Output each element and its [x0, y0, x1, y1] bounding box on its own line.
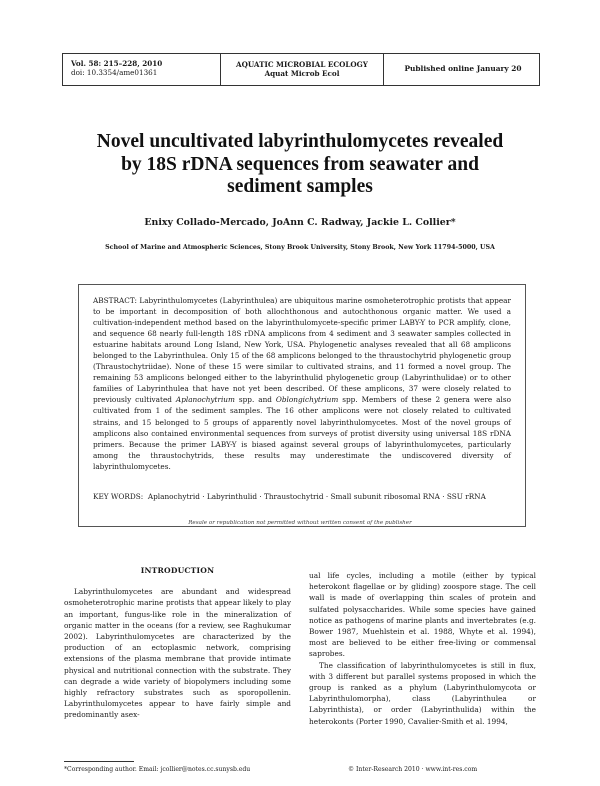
- section-heading: INTRODUCTION: [140, 566, 215, 575]
- left-column: [64, 565, 291, 721]
- article-title: [70, 131, 530, 199]
- abstract-text: Labyrinthulomycetes (Labyrinthulea) are ubiquitous marine osmoheterotrophic protists that appear to be important in decomposition of both allochthonous and autochthonous organic matter. We used a cultivation-independent method based on the labyrinthulomycete-specific primer LABY-Y to PCR amplify, clone, and sequence 68 nearly full-length 18S rDNA amplicons from 4 sediment and 3 seawater samples collected in estuarine habitats around Long Island, New York, USA. Phylogenetic analyses revealed that all 68 amplicons belonged to the Labyrinthulea. Only 15 of the 68 amplicons belonged to the thraustochytrid phylogenetic group (Thraustochytriidae). None of these 15 were similar to cultivated strains, and 11 formed a novel group. The remaining 53 amplicons belonged either to the labyrinthulid phylogenetic group (Labyrinthulidae) or to other families of Labyrinthulea that have not yet been described. Of these amplicons, 37 were closely related to previously cultivated: [93, 296, 511, 405]
- volume-info: [71, 59, 162, 90]
- footnote-rule: [64, 761, 134, 762]
- paragraph: The classification of labyrinthulomycetes is still in flux, with 3 different but parallel systems proposed in which the group is ranked as a phylum (Labyrinthulomycota or Labyrinthulomorpha), class (Labyrinthulea or Labyrinthista), or order (Labyrinthulida) within the heterokonts (Porter 1990, Cavalier-Smith et al. 1994,: [309, 660, 536, 726]
- title-line: sediment samples: [227, 176, 373, 197]
- volume-pages: Vol. 58: 215–228, 2010: [71, 59, 163, 68]
- header-divider: [383, 54, 384, 85]
- keywords-text: Aplanochytrid · Labyrinthulid · Thraustochytrid · Small subunit ribosomal RNA · SSU rRNA: [147, 492, 486, 501]
- abstract-box: [78, 284, 526, 527]
- abstract-label: ABSTRACT:: [93, 296, 137, 305]
- title-line: by 18S rDNA sequences from seawater and: [121, 153, 479, 175]
- published-date: Published online January 20: [404, 64, 522, 73]
- journal-abbrev: Aquat Microb Ecol: [264, 69, 340, 78]
- authors: Enixy Collado-Mercado, JoAnn C. Radway, Jackie L. Collier*: [144, 217, 456, 228]
- title-line: Novel uncultivated labyrinthulomycetes revealed: [96, 131, 504, 152]
- abstract-text: spp. Members of these 2 genera were also cultivated from 1 of the sediment samples. The 16 other amplicons were not closely related to cultivated strains, and 15 belonged to 5 groups of apparently novel labyrinthulomycetes. Most of the novel groups of amplicons also contained environmental sequences from surveys of protist diversity using universal 18S rDNA primers. Because the primer LABY-Y is biased against several groups of labyrinthulomycetes, particularly among the thraustochytrids, these results may underestimate the undiscovered diversity of labyrinthulomycetes.: [93, 395, 511, 471]
- paragraph: ual life cycles, including a motile (either by typical heterokont flagellae or by gliding) zoospore stage. The cell wall is made of overlapping thin scales of protein and sulfated polysaccharides. While some species have gained notice as pathogens of marine plants and invertebrates (e.g. Bower 1987, Muehlstein et al. 1988, Whyte et al. 1994), most are believed to be either free-living or commensal saprobes.: [309, 571, 536, 659]
- journal-header: [62, 53, 540, 86]
- genus-name: Aplanochytrium: [175, 395, 235, 405]
- journal-name: AQUATIC MICROBIAL ECOLOGY: [236, 60, 368, 69]
- copyright: © Inter-Research 2010 · www.int-res.com: [348, 766, 478, 773]
- keywords: [93, 491, 511, 502]
- doi: doi: 10.3354/ame01361: [71, 68, 158, 77]
- header-divider: [220, 54, 221, 85]
- affiliation: School of Marine and Atmospheric Sciences, Stony Brook University, Stony Brook, New York 11794-5000, USA: [105, 244, 495, 251]
- abstract: [93, 295, 511, 472]
- genus-name: Oblongichytrium: [275, 395, 339, 405]
- keywords-label: KEY WORDS:: [93, 492, 144, 501]
- corresponding-author-note: *Corresponding author. Email: jcollier@notes.cc.sunysb.edu: [64, 766, 251, 773]
- right-column: [309, 570, 536, 727]
- abstract-text: spp. and: [238, 395, 272, 405]
- journal-name-block: [223, 60, 381, 91]
- republication-notice: Resale or republication not permitted without written consent of the publisher: [188, 520, 412, 526]
- paragraph: Labyrinthulomycetes are abundant and widespread osmoheterotrophic marine protists that appear likely to play an important, fungus-like role in the mineralization of organic matter in the oceans (for a review, see Raghukumar 2002). Labyrinthulomycetes are characterized by the production of an ectoplasmic network, comprising extensions of the plasma membrane that provide intimate physical and nutritional connection with the substrate. They can degrade a wide variety of biopolymers including some highly refractory substrates such as sporopollenin. Labyrinthulomycetes appear to have fairly simple and predominantly asex-: [64, 587, 291, 720]
